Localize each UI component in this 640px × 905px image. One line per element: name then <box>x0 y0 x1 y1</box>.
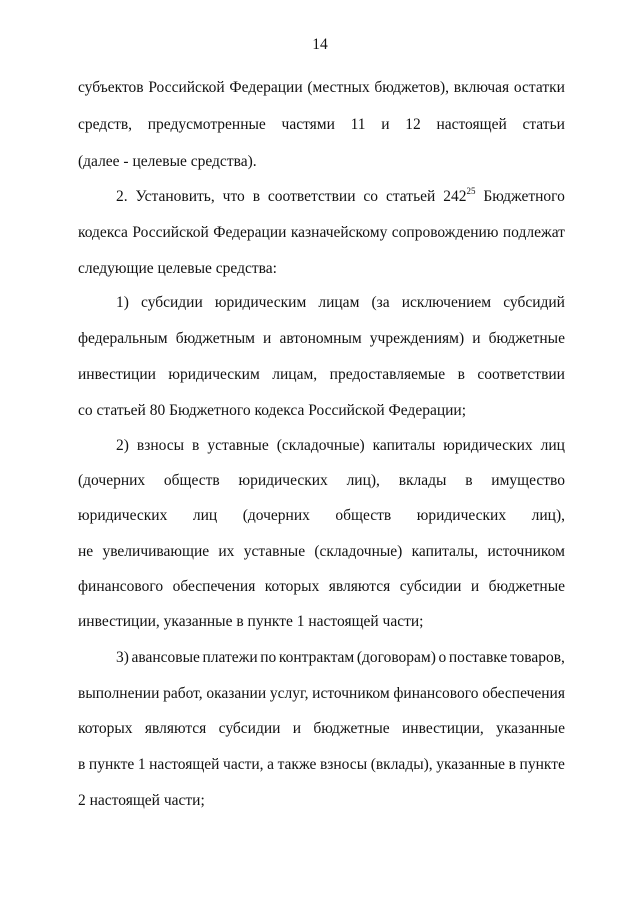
word: (местных <box>307 79 370 96</box>
word: субсидии <box>399 578 462 595</box>
word: в <box>252 188 261 205</box>
word: а <box>267 756 275 773</box>
text-line <box>78 719 565 739</box>
text-line <box>78 506 565 526</box>
word: средств, <box>78 116 133 133</box>
word: выполнении <box>78 685 160 702</box>
word: бюджетные <box>313 720 390 737</box>
word: юридических <box>238 472 328 489</box>
word: бюджетные <box>488 578 565 595</box>
text-line <box>78 115 565 135</box>
word: 3) <box>116 649 129 666</box>
word: 1) <box>116 294 129 311</box>
word: юридическим <box>214 294 307 311</box>
word: пункте <box>519 756 565 773</box>
word: автономным <box>279 330 362 347</box>
word: лиц <box>540 437 565 454</box>
word: предоставляемые <box>329 366 446 383</box>
word: уставные <box>207 437 269 454</box>
word: увеличивающие <box>102 543 210 560</box>
word: уставные <box>243 543 306 560</box>
word: капиталы <box>372 437 436 454</box>
word: работ, <box>163 685 203 702</box>
word: Российской <box>132 224 209 241</box>
word: юридических <box>78 507 168 524</box>
word: соответствии <box>477 366 565 383</box>
word: указанные <box>436 756 506 773</box>
text-line <box>116 293 565 313</box>
text-line: инвестиции, указанные в пункте 1 настоящей части; <box>78 613 424 630</box>
text-line <box>78 329 565 349</box>
text-line <box>78 755 565 775</box>
word: также <box>277 756 317 773</box>
word: Федерации <box>213 224 287 241</box>
word: в <box>465 472 473 489</box>
word: субъектов <box>78 79 144 96</box>
word: Федерации <box>229 79 303 96</box>
word: инвестиции, <box>402 720 484 737</box>
word: финансового <box>393 685 479 702</box>
word: имущество <box>491 472 565 489</box>
word: по <box>260 649 277 666</box>
word: Бюджетного <box>483 188 565 205</box>
word: которых <box>264 578 320 595</box>
word: в <box>457 366 465 383</box>
word: юридических <box>416 507 507 524</box>
word: настоящей <box>149 756 220 773</box>
word: о <box>438 649 447 666</box>
word: $242^{25}$ <box>443 185 476 205</box>
word: (договорам) <box>356 649 436 666</box>
word: (дочерних <box>242 507 310 524</box>
word: являются <box>144 720 207 737</box>
word: бюджетов), <box>374 79 450 96</box>
word: (за <box>371 294 390 311</box>
word: оказании <box>206 685 267 702</box>
word: капиталы, <box>411 543 479 560</box>
text-line <box>78 365 565 385</box>
text-line <box>116 648 565 668</box>
word: и <box>470 578 480 595</box>
word: 1 <box>137 756 146 773</box>
word: обществ <box>335 507 392 524</box>
text-line: следующие целевые средства: <box>78 260 277 277</box>
word: остатки <box>513 79 565 96</box>
word: субсидий <box>503 294 565 311</box>
word: поставке <box>448 649 508 666</box>
word: пункте <box>88 756 135 773</box>
word: взносы <box>319 756 368 773</box>
word: (складочные) <box>276 437 365 454</box>
word: 12 <box>405 116 421 133</box>
word: указанные <box>496 720 565 737</box>
word: которых <box>78 720 133 737</box>
word: казначейскому <box>290 224 388 241</box>
word: лицам <box>318 294 360 311</box>
word: 11 <box>350 116 366 133</box>
text-line <box>78 684 565 704</box>
word: предусмотренные <box>147 116 266 133</box>
word: исключением <box>401 294 492 311</box>
word: источником <box>487 543 565 560</box>
word: контрактам <box>278 649 355 666</box>
word: 2. <box>116 188 128 205</box>
word: субсидии <box>218 720 281 737</box>
word: в <box>78 756 86 773</box>
word: Установить, <box>135 188 215 205</box>
word: частями <box>281 116 335 133</box>
word: обществ <box>163 472 220 489</box>
word: (дочерних <box>78 472 146 489</box>
word: бюджетные <box>488 330 565 347</box>
word: платежи <box>202 649 258 666</box>
word: соответствии <box>267 188 356 205</box>
word: обеспечения <box>172 578 256 595</box>
word: субсидии <box>141 294 203 311</box>
word: обеспечения <box>482 685 565 702</box>
word: юридическим <box>168 366 260 383</box>
word: со <box>363 188 379 205</box>
word: (складочные) <box>314 543 403 560</box>
word: Российской <box>148 79 225 96</box>
word: статьей <box>385 188 436 205</box>
word: в <box>192 437 200 454</box>
text-line <box>78 223 565 243</box>
word: что <box>222 188 245 205</box>
word: и <box>263 330 272 347</box>
text-line <box>116 187 565 207</box>
word: инвестиции <box>78 366 156 383</box>
word: лиц), <box>346 472 380 489</box>
word: их <box>218 543 235 560</box>
word: включая <box>453 79 510 96</box>
text-line <box>78 78 565 98</box>
word: лицам, <box>272 366 318 383</box>
text-line: 2 настоящей части; <box>78 792 205 809</box>
word: и <box>292 720 302 737</box>
word: являются <box>328 578 391 595</box>
word: юридических <box>443 437 533 454</box>
superscript: 25 <box>466 185 476 196</box>
text-line: (далее - целевые средства). <box>78 153 257 170</box>
word: учреждениям) <box>369 330 465 347</box>
word: подлежат <box>502 224 565 241</box>
word: в <box>508 756 516 773</box>
word: вклады <box>398 472 447 489</box>
word: товаров, <box>509 649 565 666</box>
word: настоящей <box>436 116 507 133</box>
word: не <box>78 543 94 560</box>
word: лиц <box>192 507 218 524</box>
word: и <box>472 330 481 347</box>
word: статьи <box>522 116 565 133</box>
word: услуг, <box>269 685 309 702</box>
word: кодекса <box>78 224 128 241</box>
word: лиц), <box>531 507 565 524</box>
word: финансового <box>78 578 164 595</box>
word: 2) <box>116 437 129 454</box>
word: взносы <box>136 437 185 454</box>
text-line <box>78 471 565 491</box>
word: части, <box>223 756 264 773</box>
page-number: 14 <box>312 36 328 53</box>
text-line <box>116 436 565 456</box>
text-line: со статьей 80 Бюджетного кодекса Российской Федерации; <box>78 402 467 419</box>
text-line <box>78 577 565 597</box>
word: бюджетным <box>175 330 255 347</box>
word: сопровождению <box>391 224 499 241</box>
word: источником <box>312 685 390 702</box>
word: и <box>381 116 390 133</box>
word: федеральным <box>78 330 168 347</box>
word: (вклады), <box>370 756 433 773</box>
text-line <box>78 542 565 562</box>
word: авансовые <box>131 649 200 666</box>
